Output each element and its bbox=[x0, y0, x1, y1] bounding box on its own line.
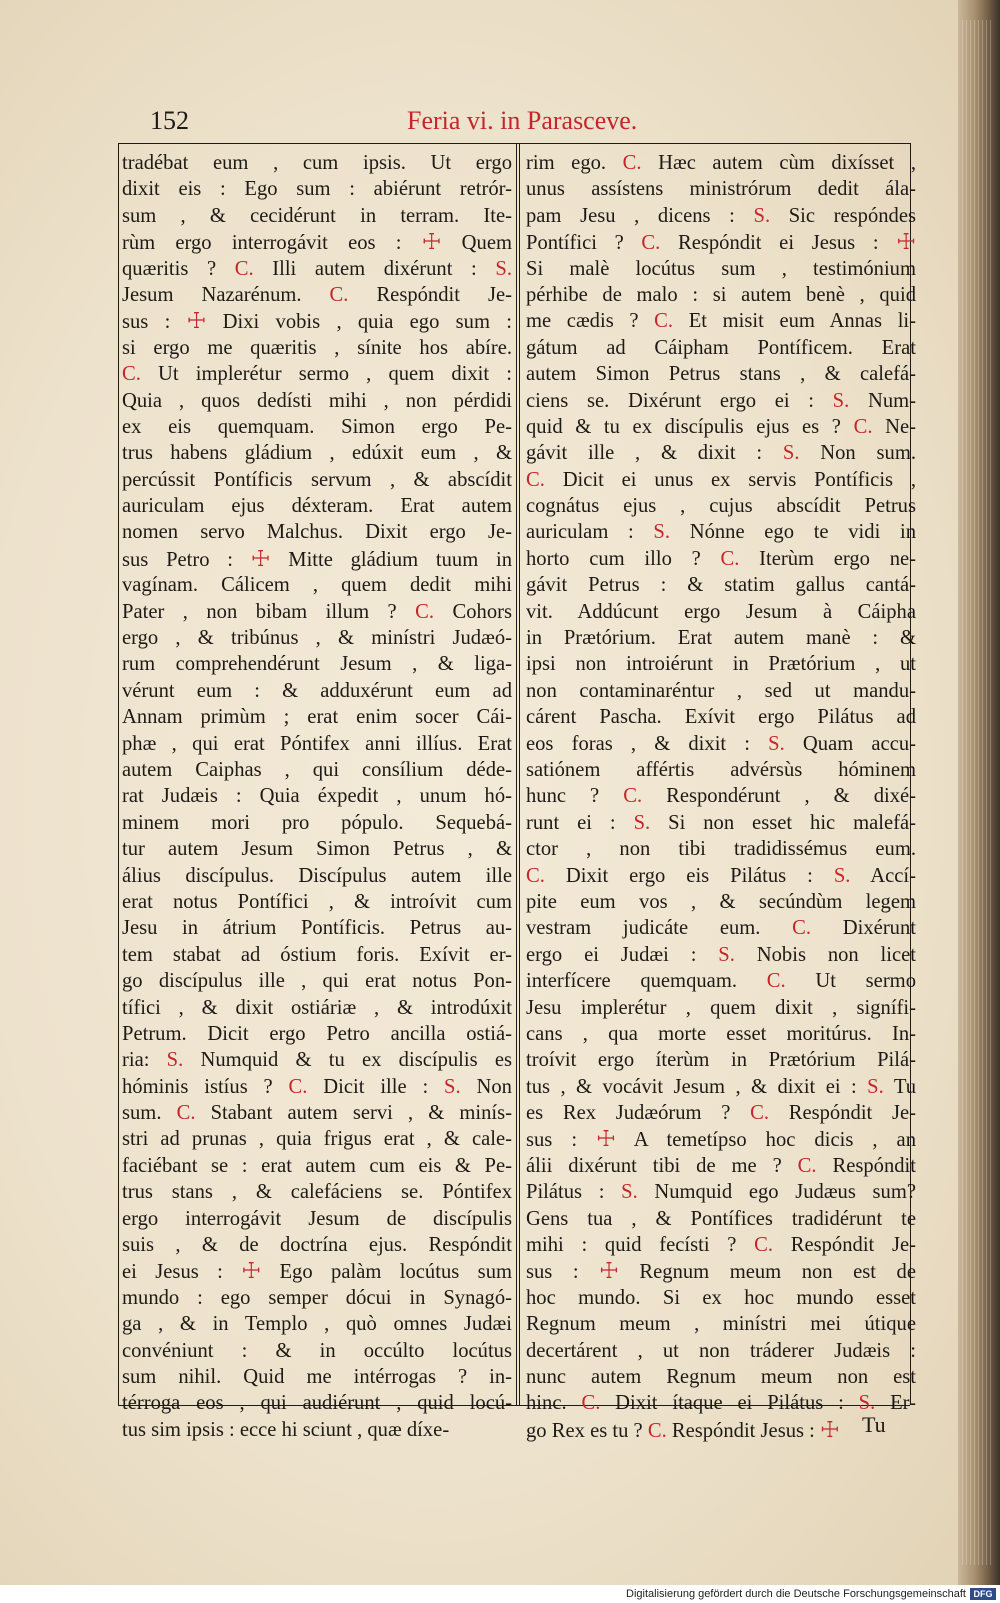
text-segment: sum nihil. Quid me intérrogas ? in- bbox=[122, 1365, 512, 1388]
text-segment: Pater , non bibam illum ? bbox=[122, 600, 416, 623]
text-segment: tem stabat ad óstium foris. Exívit er- bbox=[122, 943, 512, 966]
text-segment: stri ad prunas , quia frigus erat , & cale- bbox=[122, 1128, 512, 1151]
text-segment: Dicit ille : bbox=[307, 1075, 445, 1098]
cross-icon: ☩ bbox=[599, 1258, 619, 1284]
text-segment: pérhibe de malo : si autem benè , quid bbox=[526, 283, 916, 306]
text-segment: álii dixérunt tibi de me ? bbox=[526, 1154, 798, 1177]
text-line bbox=[122, 1258, 512, 1284]
text-segment: sum , & cecidérunt in terram. Ite- bbox=[122, 204, 512, 227]
rubric-marker: C. bbox=[750, 1102, 770, 1125]
text-segment: quid & tu ex discípulis ejus es ? bbox=[526, 415, 854, 438]
catchword: Tu bbox=[862, 1412, 886, 1437]
text-segment: Pontífici ? bbox=[526, 232, 642, 255]
page-edge-leaves bbox=[962, 20, 992, 1565]
text-segment: auriculam : bbox=[526, 521, 654, 544]
text-segment: Annam primùm ; erat enim socer Cái- bbox=[122, 706, 512, 729]
text-line bbox=[526, 467, 916, 493]
text-line bbox=[526, 1311, 916, 1337]
rubric-marker: C. bbox=[720, 547, 740, 570]
text-segment: hóminis istíus ? bbox=[122, 1075, 289, 1098]
text-line bbox=[526, 810, 916, 836]
page-header bbox=[0, 106, 958, 142]
text-segment: sus : bbox=[122, 311, 187, 334]
text-line bbox=[526, 731, 916, 757]
text-segment: hoc mundo. Si ex hoc mundo esset bbox=[526, 1286, 916, 1309]
text-segment: Quam accu- bbox=[784, 732, 916, 755]
text-segment: es Rex Judæórum ? bbox=[526, 1102, 751, 1125]
text-segment: álius discípulus. Discípulus autem ille bbox=[122, 864, 512, 887]
text-segment: erat notus Pontífici , & introívit cum bbox=[122, 890, 512, 913]
text-segment: rùm ergo interrogávit eos : bbox=[122, 232, 422, 255]
text-segment: nomen servo Malchus. Dixit ergo Je- bbox=[122, 521, 512, 544]
rubric-marker: C. bbox=[797, 1154, 817, 1177]
text-segment: hinc. bbox=[526, 1392, 582, 1415]
text-segment: quæritis ? bbox=[122, 257, 235, 280]
text-segment: trus habens gládium , edúxit eum , & bbox=[122, 442, 512, 465]
text-line bbox=[122, 440, 512, 466]
rubric-marker: S. bbox=[653, 521, 671, 544]
text-segment: Respóndit Jesus : bbox=[666, 1419, 821, 1442]
top-rule bbox=[118, 143, 910, 144]
text-line bbox=[122, 704, 512, 730]
text-line bbox=[526, 889, 916, 915]
text-segment: vagínam. Cálicem , quem dedit mihi bbox=[122, 574, 512, 597]
rubric-marker: C. bbox=[853, 415, 873, 438]
text-line bbox=[526, 783, 916, 809]
text-line bbox=[122, 519, 512, 545]
text-line bbox=[526, 995, 916, 1021]
text-segment: ergo , & tribúnus , & minístri Judæó- bbox=[122, 627, 512, 650]
text-segment: Quia , quos dedísti mihi , non pérdidi bbox=[122, 389, 512, 412]
text-line bbox=[526, 546, 916, 572]
text-line bbox=[122, 203, 512, 229]
rubric-marker: C. bbox=[329, 283, 349, 306]
text-line bbox=[526, 361, 916, 387]
text-segment: Er- bbox=[875, 1392, 916, 1415]
dfg-logo: DFG bbox=[970, 1588, 996, 1600]
text-line bbox=[526, 308, 916, 334]
text-line bbox=[526, 915, 916, 941]
rubric-marker: S. bbox=[768, 732, 785, 755]
text-segment: Pilátus : bbox=[526, 1181, 622, 1204]
text-line bbox=[122, 836, 512, 862]
text-line bbox=[526, 1232, 916, 1258]
rubric-marker: C. bbox=[581, 1392, 601, 1415]
text-segment: Jesu in átrium Pontíficis. Petrus au- bbox=[122, 917, 512, 940]
text-segment: Dixi vobis , quia ego sum : bbox=[206, 311, 512, 334]
running-title: Feria vi. in Parasceve. bbox=[407, 106, 638, 135]
text-line bbox=[122, 1417, 512, 1443]
text-line bbox=[122, 1311, 512, 1337]
footer-credit: Digitalisierung gefördert durch die Deutsche Forschungsgemeinschaft bbox=[626, 1588, 966, 1600]
text-segment: unus assístens ministrórum dedit ála- bbox=[526, 178, 916, 201]
text-line bbox=[526, 203, 916, 229]
text-line bbox=[526, 1153, 916, 1179]
rubric-marker: S. bbox=[832, 389, 850, 412]
footer-bar bbox=[0, 1585, 1000, 1603]
text-segment: Quem bbox=[441, 232, 512, 255]
text-segment: faciébant se : erat autem cum eis & Pe- bbox=[122, 1154, 512, 1177]
text-line bbox=[122, 889, 512, 915]
text-segment: tífici , & dixit ostiáriæ , & introdúxit bbox=[122, 996, 512, 1019]
text-line bbox=[526, 519, 916, 545]
left-border bbox=[118, 143, 119, 1405]
text-segment: Sic respóndes bbox=[770, 204, 916, 227]
text-segment: cárent Pascha. Exívit ergo Pilátus ad bbox=[526, 706, 916, 729]
text-line bbox=[526, 1179, 916, 1205]
text-line bbox=[122, 1232, 512, 1258]
text-line bbox=[122, 493, 512, 519]
rubric-marker: C. bbox=[754, 1234, 774, 1257]
text-segment: sus : bbox=[526, 1261, 600, 1284]
rubric-marker: S. bbox=[753, 204, 771, 227]
text-segment: rat Judæis : Quia éxpedit , unum hó- bbox=[122, 785, 512, 808]
text-segment: Respóndit bbox=[816, 1154, 916, 1177]
text-line bbox=[122, 361, 512, 387]
text-line bbox=[122, 1206, 512, 1232]
text-segment: suis , & de doctrína ejus. Respóndit bbox=[122, 1234, 512, 1257]
column-divider-left bbox=[516, 143, 517, 1405]
text-line bbox=[122, 176, 512, 202]
text-segment: auriculam ejus déxteram. Erat autem bbox=[122, 495, 512, 518]
text-segment: Numquid & tu ex discípulis es bbox=[183, 1049, 512, 1072]
rubric-marker: C. bbox=[526, 468, 545, 491]
text-line bbox=[526, 1126, 916, 1152]
text-segment: rum comprehendérunt Jesum , & liga- bbox=[122, 653, 512, 676]
text-line bbox=[526, 229, 916, 255]
text-line bbox=[526, 256, 916, 282]
text-segment: gátum ad Cáipham Pontíficem. Erat bbox=[526, 336, 916, 359]
text-segment: A temetípso hoc dicis , an bbox=[615, 1129, 916, 1152]
text-line bbox=[122, 968, 512, 994]
cross-icon: ☩ bbox=[241, 1258, 262, 1284]
rubric-marker: C. bbox=[234, 257, 254, 280]
text-segment: convéniunt : & in occúlto locútus bbox=[122, 1339, 512, 1362]
text-segment: interfícere quemquam. bbox=[526, 970, 767, 993]
text-segment: runt ei : bbox=[526, 811, 634, 834]
text-segment: ipsi non introiérunt in Prætórium , ut bbox=[526, 653, 916, 676]
text-segment: si ergo me quæritis , sínite hos abíre. bbox=[122, 336, 512, 359]
text-segment: vestram judicáte eum. bbox=[526, 917, 793, 940]
text-segment: Ut sermo bbox=[785, 970, 916, 993]
text-line bbox=[526, 1285, 916, 1311]
rubric-marker: S. bbox=[621, 1181, 638, 1204]
text-line bbox=[526, 968, 916, 994]
text-segment: Respóndit Je- bbox=[348, 283, 512, 306]
text-segment: Ego palàm locútus sum bbox=[261, 1261, 512, 1284]
text-line bbox=[122, 1390, 512, 1416]
text-segment: autem Caiphas , qui consílium déde- bbox=[122, 758, 512, 781]
text-line bbox=[122, 1047, 512, 1073]
text-segment: sus Petro : bbox=[122, 548, 251, 571]
text-segment: go discípulus ille , qui erat notus Pon- bbox=[122, 970, 512, 993]
text-line bbox=[122, 282, 512, 308]
text-segment: ctor , non tibi tradidissémus eum. bbox=[526, 838, 916, 861]
text-line bbox=[122, 1021, 512, 1047]
text-segment: cognátus ejus , cujus abscídit Petrus bbox=[526, 495, 916, 518]
text-segment: Iterùm ergo ne- bbox=[739, 547, 916, 570]
text-segment: mundo : ego semper dócui in Synagó- bbox=[122, 1286, 512, 1309]
text-segment: Tu bbox=[883, 1075, 916, 1098]
text-line bbox=[526, 1021, 916, 1047]
text-segment: Ne- bbox=[872, 415, 916, 438]
text-segment: autem Simon Petrus stans , & calefá- bbox=[526, 363, 916, 386]
text-segment: Numquid ego Judæus sum? bbox=[637, 1181, 916, 1204]
text-line bbox=[122, 388, 512, 414]
text-line bbox=[122, 572, 512, 598]
text-line bbox=[526, 942, 916, 968]
text-segment: Regnum meum , minístri mei útique bbox=[526, 1313, 916, 1336]
rubric-marker: C. bbox=[526, 864, 545, 887]
text-segment: tradébat eum , cum ipsis. Ut ergo bbox=[122, 152, 512, 174]
text-segment: ex eis quemquam. Simon ergo Pe- bbox=[122, 415, 512, 438]
text-segment: ga , & in Templo , quò omnes Judæi bbox=[122, 1313, 512, 1336]
rubric-marker: S. bbox=[633, 811, 651, 834]
text-segment: Illi autem dixérunt : bbox=[253, 257, 496, 280]
text-segment: tus , & vocávit Jesum , & dixit ei : bbox=[526, 1075, 868, 1098]
text-line bbox=[122, 308, 512, 334]
text-segment: rim ego. bbox=[526, 152, 623, 174]
text-line bbox=[122, 229, 512, 255]
text-line bbox=[526, 572, 916, 598]
text-segment: ergo interrogávit Jesum de discípulis bbox=[122, 1207, 512, 1230]
rubric-marker: C. bbox=[792, 917, 812, 940]
text-line bbox=[526, 440, 916, 466]
text-line bbox=[122, 783, 512, 809]
text-segment: percússit Pontíficis servum , & abscídit bbox=[122, 468, 512, 491]
text-segment: trus stans , & calefáciens se. Póntifex bbox=[122, 1181, 512, 1204]
page-number: 152 bbox=[150, 106, 189, 135]
text-segment: Stabant autem servi , & minís- bbox=[195, 1102, 512, 1125]
text-line bbox=[526, 1206, 916, 1232]
text-segment: Respondérunt , & dixé- bbox=[642, 785, 916, 808]
text-segment: gávit Petrus : & statim gallus cantá- bbox=[526, 574, 916, 597]
text-line bbox=[526, 1258, 916, 1284]
text-line bbox=[122, 1364, 512, 1390]
rubric-marker: S. bbox=[444, 1075, 461, 1098]
text-segment: Accí- bbox=[850, 864, 916, 887]
text-segment: Ut implerétur sermo , quem dixit : bbox=[140, 363, 512, 386]
text-segment: Gens tua , & Pontífices tradidérunt te bbox=[526, 1207, 916, 1230]
text-segment: Respóndit ei Jesus : bbox=[660, 232, 897, 255]
text-segment: Mitte gládium tuum in bbox=[270, 548, 512, 571]
column-divider-right bbox=[519, 143, 520, 1405]
text-line bbox=[122, 757, 512, 783]
text-line bbox=[526, 678, 916, 704]
text-line bbox=[526, 757, 916, 783]
text-segment: go Rex es tu ? bbox=[526, 1419, 648, 1442]
text-segment: vérunt eum : & adduxérunt eum ad bbox=[122, 679, 512, 702]
text-line bbox=[122, 731, 512, 757]
text-line bbox=[122, 546, 512, 572]
text-segment: in Prætórium. Erat autem manè : & bbox=[526, 627, 916, 650]
text-segment: dixit eis : Ego sum : abiérunt retrór- bbox=[122, 178, 512, 201]
rubric-marker: C. bbox=[288, 1075, 308, 1098]
text-segment: Hæc autem cùm dixísset , bbox=[641, 152, 916, 174]
text-segment: pam Jesu , dicens : bbox=[526, 204, 754, 227]
text-segment: Et misit eum Annas li- bbox=[673, 310, 916, 333]
text-segment: Si non esset hic malefá- bbox=[650, 811, 916, 834]
rubric-marker: S. bbox=[858, 1392, 876, 1415]
text-line bbox=[122, 1338, 512, 1364]
text-segment: nunc autem Regnum meum non est bbox=[526, 1365, 916, 1388]
rubric-marker: C. bbox=[766, 970, 786, 993]
text-line bbox=[122, 150, 512, 176]
text-segment: mihi : quid fecísti ? bbox=[526, 1234, 755, 1257]
cross-icon: ☩ bbox=[421, 229, 442, 255]
rubric-marker: C. bbox=[176, 1102, 196, 1125]
text-segment: Non sum. bbox=[799, 442, 916, 465]
rubric-marker: C. bbox=[641, 232, 661, 255]
cross-icon: ☩ bbox=[896, 229, 916, 255]
text-segment: Dixit ergo eis Pilátus : bbox=[544, 864, 834, 887]
text-segment: ciens se. Dixérunt ergo ei : bbox=[526, 389, 833, 412]
rubric-marker: C. bbox=[415, 600, 435, 623]
rubric-marker: C. bbox=[654, 310, 674, 333]
cross-icon: ☩ bbox=[820, 1416, 840, 1442]
rubric-marker: S. bbox=[782, 442, 800, 465]
text-line bbox=[526, 1074, 916, 1100]
text-segment: tur autem Jesum Simon Petrus , & bbox=[122, 838, 512, 861]
text-segment: Jesum Nazarénum. bbox=[122, 283, 330, 306]
text-line bbox=[526, 1364, 916, 1390]
text-line bbox=[122, 1179, 512, 1205]
text-segment: Petrum. Dicit ergo Petro ancilla ostiá- bbox=[122, 1022, 512, 1045]
text-segment: Jesu implerétur , quem dixit , signífi- bbox=[526, 996, 916, 1019]
text-segment: Si malè locútus sum , testimónium bbox=[526, 257, 916, 280]
text-line bbox=[526, 176, 916, 202]
text-segment: cans , qua morte esset moritúrus. In- bbox=[526, 1022, 916, 1045]
text-segment: Dixit ítaque ei Pilátus : bbox=[600, 1392, 859, 1415]
text-segment: Nónne ego te vidi in bbox=[670, 521, 916, 544]
text-segment: non contaminaréntur , sed ut mandu- bbox=[526, 679, 916, 702]
text-segment: ria: bbox=[122, 1049, 167, 1072]
text-segment: Regnum meum non est de bbox=[618, 1261, 916, 1284]
text-line bbox=[526, 836, 916, 862]
text-segment: ei Jesus : bbox=[122, 1261, 242, 1284]
rubric-marker: C. bbox=[122, 363, 141, 386]
text-segment: decertárent , ut non tráderer Judæis : bbox=[526, 1339, 916, 1362]
text-segment: phæ , qui erat Póntifex anni illíus. Erat bbox=[122, 732, 512, 755]
text-segment: Dixérunt bbox=[811, 917, 916, 940]
text-line bbox=[526, 599, 916, 625]
rubric-marker: C. bbox=[647, 1419, 667, 1442]
text-segment: vit. Addúcunt ergo Jesum à Cáipha bbox=[526, 600, 916, 623]
text-line bbox=[122, 863, 512, 889]
text-line bbox=[526, 704, 916, 730]
text-line bbox=[526, 1338, 916, 1364]
text-line bbox=[122, 1074, 512, 1100]
text-line bbox=[122, 256, 512, 282]
cross-icon: ☩ bbox=[250, 545, 271, 571]
text-segment: Cohors bbox=[434, 600, 512, 623]
text-segment: gávit ille , & dixit : bbox=[526, 442, 783, 465]
rubric-marker: S. bbox=[867, 1075, 884, 1098]
text-line bbox=[526, 388, 916, 414]
left-text-column bbox=[122, 150, 512, 1443]
cross-icon: ☩ bbox=[186, 308, 207, 334]
text-line bbox=[122, 414, 512, 440]
text-line bbox=[122, 1285, 512, 1311]
text-segment: minem mori pro pópulo. Sequebá- bbox=[122, 811, 512, 834]
text-segment: tus sim ipsis : ecce hi sciunt , quæ díxe- bbox=[122, 1418, 450, 1441]
text-segment: Non bbox=[460, 1075, 512, 1098]
text-line bbox=[122, 1153, 512, 1179]
text-line bbox=[122, 995, 512, 1021]
rubric-marker: S. bbox=[833, 864, 851, 887]
text-line bbox=[526, 651, 916, 677]
text-line bbox=[526, 1047, 916, 1073]
text-line bbox=[122, 599, 512, 625]
text-segment: eos foras , & dixit : bbox=[526, 732, 769, 755]
text-line bbox=[526, 414, 916, 440]
text-segment: Respóndit Je- bbox=[769, 1102, 916, 1125]
text-line bbox=[122, 467, 512, 493]
text-segment: ergo ei Judæi : bbox=[526, 943, 719, 966]
text-segment: me cædis ? bbox=[526, 310, 655, 333]
rubric-marker: C. bbox=[623, 785, 643, 808]
rubric-marker: S. bbox=[166, 1049, 184, 1072]
text-line bbox=[122, 1100, 512, 1126]
text-line bbox=[526, 1100, 916, 1126]
text-line bbox=[526, 282, 916, 308]
text-segment: Nobis non licet bbox=[734, 943, 916, 966]
text-segment: horto cum illo ? bbox=[526, 547, 721, 570]
text-segment: pite eum vos , & secúndùm legem bbox=[526, 890, 916, 913]
text-line bbox=[122, 625, 512, 651]
text-segment: troívit ergo íterùm in Prætórium Pilá- bbox=[526, 1049, 916, 1072]
text-line bbox=[526, 1390, 916, 1416]
text-line bbox=[122, 942, 512, 968]
text-line bbox=[122, 915, 512, 941]
text-line bbox=[122, 651, 512, 677]
text-segment: satiónem affértis advérsùs hóminem bbox=[526, 758, 916, 781]
text-line bbox=[526, 150, 916, 176]
text-line bbox=[526, 335, 916, 361]
rubric-marker: S. bbox=[495, 257, 512, 280]
text-line bbox=[122, 335, 512, 361]
text-line bbox=[526, 1417, 916, 1443]
text-line bbox=[526, 625, 916, 651]
text-segment: térroga eos , qui audiérunt , quid locú- bbox=[122, 1392, 512, 1415]
text-segment: hunc ? bbox=[526, 785, 624, 808]
text-line bbox=[526, 863, 916, 889]
text-segment: Dicit ei unus ex servis Pontíficis , bbox=[544, 468, 916, 491]
text-line bbox=[526, 493, 916, 519]
cross-icon: ☩ bbox=[596, 1126, 616, 1152]
text-segment: sus : bbox=[526, 1129, 597, 1152]
text-segment: sum. bbox=[122, 1102, 177, 1125]
rubric-marker: C. bbox=[622, 152, 642, 174]
rubric-marker: S. bbox=[718, 943, 735, 966]
text-line bbox=[122, 1126, 512, 1152]
text-segment: Num- bbox=[849, 389, 916, 412]
text-line bbox=[122, 678, 512, 704]
text-segment: Respóndit Je- bbox=[773, 1234, 916, 1257]
text-line bbox=[122, 810, 512, 836]
right-text-column bbox=[526, 150, 916, 1443]
